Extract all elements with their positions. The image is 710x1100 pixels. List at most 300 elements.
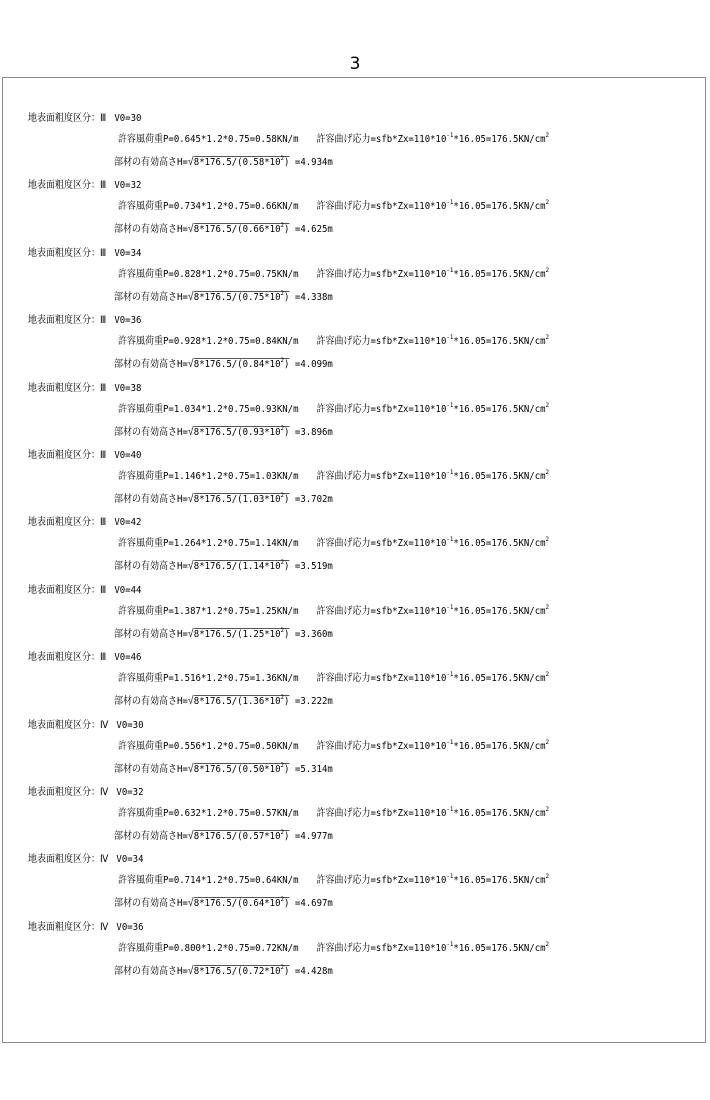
height-unit: m: [327, 965, 333, 977]
v0-value: 44: [130, 584, 142, 596]
v0-value: 36: [132, 921, 144, 933]
sqrt-icon: √: [187, 963, 194, 977]
radicand-load: 0.57: [242, 830, 265, 842]
effective-height-line: 部材の有効高さ$H=√8*176.5/(0.84*10^2) =4.099m$: [114, 356, 333, 371]
bending-result: *16.05=176.5KN/cm: [453, 403, 546, 415]
wind-factors: *1.2*0.75=: [200, 470, 256, 482]
wind-load-line: [118, 737, 550, 754]
roughness-header: [28, 382, 141, 396]
radicand-end: ): [284, 628, 290, 640]
calc-section: [0, 112, 710, 179]
roughness-header: [28, 719, 144, 733]
roughness-label: 地表面粗度区分：: [28, 449, 100, 461]
radicand: [193, 490, 290, 505]
velocity-pressure: 0.632: [173, 807, 201, 819]
wind-load-line: [118, 537, 549, 551]
v0-prefix: V0=: [114, 652, 131, 664]
calc-section: [0, 651, 710, 718]
calc-section: [0, 516, 710, 583]
radicand-start: 8*176.5/(: [193, 291, 243, 303]
height-value: 4.697: [300, 898, 328, 910]
radicand-load: 1.36: [242, 696, 265, 708]
sqrt-icon: √: [187, 694, 194, 708]
roughness-header: [28, 449, 141, 463]
roughness-label: 地表面粗度区分：: [28, 180, 100, 192]
radicand: [194, 897, 290, 909]
effective-height-line: 部材の有効高さ$H=√8*176.5/(0.93*10^2) =3.896m$: [114, 423, 333, 438]
effective-height-line: 部材の有効高さ$H=√8*176.5/(0.64*10^2) =4.697m$: [114, 895, 333, 910]
radicand-load: 0.66: [242, 224, 265, 236]
effective-height-line: 部材の有効高さ$H=√8*176.5/(1.36*10^2) =3.222m$: [114, 693, 333, 708]
radicand-start: 8*176.5/(: [193, 763, 243, 775]
height-label: 部材の有効高さH=: [114, 426, 188, 438]
radicand-end: ): [284, 696, 290, 708]
sqrt-icon: √: [187, 491, 194, 505]
effective-height-line: 部材の有効高さ$H=√8*176.5/(0.57*10^2) =4.977m$: [114, 827, 333, 842]
height-value: 4.977: [300, 830, 328, 842]
bending-label: 許容曲げ応力=sfb*Zx=110*10: [316, 201, 447, 213]
exponent-2: 2: [545, 737, 550, 746]
radicand-end: ): [284, 157, 290, 168]
radicand-start: 8*176.5/(: [193, 628, 243, 640]
wind-load-value: 1.36: [255, 673, 277, 685]
exponent-2: 2: [545, 804, 550, 813]
sqrt-icon: √: [187, 828, 194, 842]
radicand-end: ): [284, 426, 290, 438]
radicand: [194, 560, 290, 572]
roughness-label: 地表面粗度区分：: [28, 652, 100, 664]
roughness-header: [28, 921, 144, 935]
exponent-neg1: -1: [446, 535, 454, 544]
radicand-load: 1.25: [242, 628, 265, 640]
wind-load-value: 0.84: [255, 336, 277, 348]
wind-load-line: [118, 467, 550, 484]
wind-unit: KN/m: [276, 538, 299, 550]
wind-load-value: 0.66: [255, 201, 277, 213]
calc-section: [0, 921, 710, 988]
bending-result: *16.05=176.5KN/cm: [453, 134, 546, 145]
exponent-2: 2: [545, 467, 550, 476]
roughness-header: [28, 112, 141, 126]
roughness-category: Ⅳ: [100, 719, 109, 731]
height-label: 部材の有効高さH=: [114, 696, 188, 708]
roughness-label: 地表面粗度区分：: [28, 113, 100, 124]
effective-height-line: 部材の有効高さ$H=√8*176.5/(0.75*10^2) =4.338m$: [114, 288, 333, 303]
exponent-neg1: -1: [446, 804, 454, 813]
wind-unit: KN/m: [276, 605, 299, 617]
radicand-start: 8*176.5/(: [193, 830, 243, 842]
roughness-category: Ⅳ: [100, 921, 109, 933]
radicand-mid: *10: [264, 696, 281, 708]
radicand-start: 8*176.5/(: [193, 965, 243, 977]
bending-label: 許容曲げ応力=sfb*Zx=110*10: [316, 268, 447, 280]
roughness-header: [28, 179, 141, 193]
calc-section: [0, 449, 710, 516]
v0-value: 32: [132, 786, 144, 798]
radicand: [193, 625, 290, 640]
radicand-mid: *10: [264, 628, 281, 640]
bending-result: *16.05=176.5KN/cm: [453, 673, 546, 685]
effective-height-line: 部材の有効高さ$H=√8*176.5/(1.25*10^2) =3.360m$: [114, 625, 333, 640]
sqrt-icon: √: [187, 222, 194, 236]
radicand-mid: *10: [264, 830, 281, 842]
roughness-category: Ⅲ: [100, 517, 107, 529]
sqrt-icon: √: [187, 424, 194, 438]
velocity-pressure: 0.828: [173, 268, 201, 280]
radicand-load: 0.72: [242, 965, 265, 977]
wind-load-value: 0.58: [255, 134, 277, 145]
roughness-header: [28, 314, 141, 328]
height-value: 3.222: [300, 696, 328, 708]
wind-unit: KN/m: [276, 403, 299, 415]
radicand-end: ): [284, 493, 290, 505]
sqrt-icon: √: [187, 896, 194, 910]
wind-factors: *1.2*0.75=: [200, 538, 256, 550]
wind-load-line: [118, 335, 549, 349]
height-value: 4.625: [300, 224, 328, 236]
height-unit: m: [327, 224, 333, 236]
wind-label: 許容風荷重P=: [118, 201, 174, 213]
radicand-end: ): [284, 898, 290, 910]
wind-load-value: 0.93: [255, 403, 277, 415]
exponent-neg1: -1: [446, 670, 454, 679]
wind-load-line: [118, 400, 550, 417]
radicand-exponent: 2: [280, 962, 285, 971]
wind-unit: KN/m: [276, 201, 299, 213]
height-value: 4.099: [300, 359, 328, 371]
wind-load-line: [118, 265, 550, 282]
wind-load-value: 0.72: [255, 942, 277, 954]
effective-height-line: 部材の有効高さ$H=√8*176.5/(1.14*10^2) =3.519m$: [114, 558, 333, 573]
radicand-exponent: 2: [280, 154, 285, 162]
roughness-category: Ⅲ: [100, 584, 107, 596]
wind-label: 許容風荷重P=: [118, 134, 174, 145]
wind-label: 許容風荷重P=: [118, 807, 174, 819]
radicand-exponent: 2: [280, 356, 285, 365]
sqrt-icon: √: [187, 155, 194, 168]
bending-result: *16.05=176.5KN/cm: [453, 807, 546, 819]
wind-label: 許容風荷重P=: [118, 403, 174, 415]
wind-unit: KN/m: [276, 807, 299, 819]
calc-section: [0, 584, 710, 651]
sqrt-icon: √: [187, 761, 194, 775]
exponent-neg1: -1: [446, 939, 454, 948]
wind-factors: *1.2*0.75=: [200, 268, 256, 280]
height-unit: m: [327, 696, 333, 708]
wind-unit: KN/m: [276, 336, 299, 348]
v0-prefix: V0=: [114, 247, 131, 259]
bending-result: *16.05=176.5KN/cm: [453, 740, 546, 752]
radicand-mid: *10: [264, 291, 281, 303]
wind-label: 許容風荷重P=: [118, 942, 174, 954]
height-value: 3.360: [300, 628, 328, 640]
exponent-neg1: -1: [446, 400, 454, 409]
wind-factors: *1.2*0.75=: [200, 807, 256, 819]
roughness-category: Ⅲ: [100, 113, 107, 124]
exponent-2: 2: [545, 535, 550, 544]
height-label: 部材の有効高さH=: [114, 898, 188, 910]
height-label: 部材の有効高さH=: [114, 628, 188, 640]
height-unit: m: [327, 157, 333, 168]
bending-result: *16.05=176.5KN/cm: [453, 875, 546, 887]
wind-load-value: 0.64: [255, 875, 277, 887]
height-unit: m: [327, 359, 333, 371]
height-unit: m: [327, 426, 333, 438]
roughness-category: Ⅲ: [100, 449, 107, 461]
bending-label: 許容曲げ応力=sfb*Zx=110*10: [316, 875, 447, 887]
radicand-exponent: 2: [280, 895, 285, 904]
height-unit: m: [327, 493, 333, 505]
radicand-exponent: 2: [280, 221, 285, 230]
v0-prefix: V0=: [116, 786, 133, 798]
radicand: [194, 358, 290, 370]
bending-label: 許容曲げ応力=sfb*Zx=110*10: [316, 740, 447, 752]
calc-section: [0, 247, 710, 314]
wind-load-line: [118, 133, 549, 147]
roughness-category: Ⅲ: [100, 180, 107, 192]
roughness-label: 地表面粗度区分：: [28, 382, 100, 394]
v0-value: 34: [132, 854, 144, 866]
roughness-category: Ⅲ: [100, 652, 107, 664]
wind-load-value: 1.14: [255, 538, 277, 550]
radicand-exponent: 2: [280, 490, 285, 499]
wind-factors: *1.2*0.75=: [200, 740, 256, 752]
height-value: 3.702: [300, 493, 328, 505]
roughness-category: Ⅳ: [100, 786, 109, 798]
velocity-pressure: 1.387: [173, 605, 201, 617]
radicand-end: ): [284, 224, 290, 236]
v0-value: 32: [130, 180, 142, 192]
wind-unit: KN/m: [276, 134, 299, 145]
radicand: [194, 223, 290, 235]
v0-value: 34: [130, 247, 142, 259]
v0-value: 46: [130, 652, 142, 664]
wind-label: 許容風荷重P=: [118, 336, 174, 348]
bending-label: 許容曲げ応力=sfb*Zx=110*10: [316, 403, 447, 415]
height-unit: m: [327, 763, 333, 775]
height-value: 3.519: [300, 561, 328, 573]
v0-prefix: V0=: [116, 921, 133, 933]
velocity-pressure: 0.928: [173, 336, 201, 348]
radicand-end: ): [284, 965, 290, 977]
wind-factors: *1.2*0.75=: [200, 673, 256, 685]
calc-section: [0, 786, 710, 853]
radicand: [194, 695, 290, 707]
wind-load-value: 0.75: [255, 268, 277, 280]
exponent-2: 2: [545, 602, 550, 611]
effective-height-line: 部材の有効高さ$H=√8*176.5/(0.58*10^2) =4.934m$: [114, 154, 333, 168]
radicand: [194, 156, 290, 168]
bending-label: 許容曲げ応力=sfb*Zx=110*10: [316, 134, 447, 145]
v0-value: 40: [130, 449, 142, 461]
radicand-load: 0.64: [242, 898, 265, 910]
bending-label: 許容曲げ応力=sfb*Zx=110*10: [316, 336, 447, 348]
wind-label: 許容風荷重P=: [118, 470, 174, 482]
radicand-load: 0.93: [242, 426, 265, 438]
wind-unit: KN/m: [276, 740, 299, 752]
wind-label: 許容風荷重P=: [118, 875, 174, 887]
radicand-exponent: 2: [280, 423, 285, 432]
exponent-neg1: -1: [446, 333, 454, 342]
radicand-exponent: 2: [280, 827, 285, 836]
v0-value: 38: [130, 382, 142, 394]
radicand-load: 0.84: [242, 359, 265, 371]
height-label: 部材の有効高さH=: [114, 224, 188, 236]
radicand-exponent: 2: [280, 558, 285, 567]
roughness-label: 地表面粗度区分：: [28, 921, 100, 933]
bending-result: *16.05=176.5KN/cm: [453, 201, 546, 213]
roughness-category: Ⅲ: [100, 382, 107, 394]
wind-factors: *1.2*0.75=: [200, 875, 256, 887]
exponent-neg1: -1: [446, 131, 454, 139]
bending-label: 許容曲げ応力=sfb*Zx=110*10: [316, 807, 447, 819]
wind-label: 許容風荷重P=: [118, 605, 174, 617]
height-label: 部材の有効高さH=: [114, 493, 188, 505]
radicand: [193, 760, 290, 775]
velocity-pressure: 1.034: [173, 403, 201, 415]
sqrt-icon: √: [187, 559, 194, 573]
radicand-exponent: 2: [280, 625, 285, 634]
exponent-neg1: -1: [446, 265, 454, 274]
height-label: 部材の有効高さH=: [114, 965, 188, 977]
bending-result: *16.05=176.5KN/cm: [453, 538, 546, 550]
radicand-start: 8*176.5/(: [193, 426, 243, 438]
wind-factors: *1.2*0.75=: [200, 134, 256, 145]
bending-label: 許容曲げ応力=sfb*Zx=110*10: [316, 673, 447, 685]
v0-value: 30: [132, 719, 144, 731]
radicand-load: 1.14: [242, 561, 265, 573]
radicand-end: ): [284, 763, 290, 775]
roughness-category: Ⅳ: [100, 854, 109, 866]
roughness-header: [28, 247, 141, 261]
effective-height-line: 部材の有効高さ$H=√8*176.5/(0.50*10^2) =5.314m$: [114, 760, 333, 775]
height-label: 部材の有効高さH=: [114, 291, 188, 303]
height-value: 4.428: [300, 965, 328, 977]
radicand: [193, 288, 290, 303]
roughness-header: [28, 584, 141, 598]
radicand-end: ): [284, 291, 290, 303]
radicand-mid: *10: [264, 898, 281, 910]
v0-prefix: V0=: [114, 180, 131, 192]
roughness-header: [28, 516, 141, 530]
v0-prefix: V0=: [116, 719, 133, 731]
height-unit: m: [327, 898, 333, 910]
v0-prefix: V0=: [114, 113, 131, 124]
velocity-pressure: 0.734: [173, 201, 201, 213]
radicand-start: 8*176.5/(: [193, 224, 243, 236]
exponent-2: 2: [545, 198, 550, 207]
radicand-start: 8*176.5/(: [193, 359, 243, 371]
wind-factors: *1.2*0.75=: [200, 942, 256, 954]
radicand-mid: *10: [264, 157, 281, 168]
height-unit: m: [327, 291, 333, 303]
exponent-neg1: -1: [446, 737, 454, 746]
page-number: 3: [349, 54, 361, 74]
roughness-label: 地表面粗度区分：: [28, 786, 100, 798]
exponent-neg1: -1: [446, 872, 454, 881]
wind-load-line: [118, 874, 549, 888]
v0-prefix: V0=: [114, 584, 131, 596]
calc-section: [0, 179, 710, 246]
roughness-label: 地表面粗度区分：: [28, 584, 100, 596]
wind-label: 許容風荷重P=: [118, 538, 174, 550]
height-unit: m: [327, 561, 333, 573]
exponent-neg1: -1: [446, 602, 454, 611]
roughness-label: 地表面粗度区分：: [28, 247, 100, 259]
radicand-start: 8*176.5/(: [193, 898, 243, 910]
radicand-mid: *10: [264, 965, 281, 977]
wind-load-value: 0.57: [255, 807, 277, 819]
radicand-end: ): [284, 359, 290, 371]
wind-load-line: [118, 200, 549, 214]
effective-height-line: 部材の有効高さ$H=√8*176.5/(1.03*10^2) =3.702m$: [114, 490, 333, 505]
radicand-mid: *10: [264, 426, 281, 438]
radicand: [193, 962, 290, 977]
roughness-header: [28, 651, 141, 665]
velocity-pressure: 1.264: [173, 538, 201, 550]
velocity-pressure: 1.516: [173, 673, 201, 685]
v0-prefix: V0=: [114, 517, 131, 529]
wind-unit: KN/m: [276, 673, 299, 685]
velocity-pressure: 0.800: [173, 942, 201, 954]
radicand-start: 8*176.5/(: [193, 157, 243, 168]
calc-section: [0, 382, 710, 449]
exponent-2: 2: [545, 400, 550, 409]
sqrt-icon: √: [187, 289, 194, 303]
radicand: [193, 827, 290, 842]
radicand-mid: *10: [264, 493, 281, 505]
radicand-end: ): [284, 830, 290, 842]
wind-unit: KN/m: [276, 942, 299, 954]
wind-unit: KN/m: [276, 268, 299, 280]
radicand-start: 8*176.5/(: [193, 493, 243, 505]
wind-factors: *1.2*0.75=: [200, 605, 256, 617]
radicand-mid: *10: [264, 561, 281, 573]
roughness-header: [28, 853, 144, 867]
calc-section: [0, 314, 710, 381]
height-label: 部材の有効高さH=: [114, 763, 188, 775]
sqrt-icon: √: [187, 626, 194, 640]
roughness-category: Ⅲ: [100, 315, 107, 327]
v0-prefix: V0=: [114, 315, 131, 327]
roughness-label: 地表面粗度区分：: [28, 315, 100, 327]
bending-label: 許容曲げ応力=sfb*Zx=110*10: [316, 538, 447, 550]
radicand-load: 0.75: [242, 291, 265, 303]
wind-factors: *1.2*0.75=: [200, 403, 256, 415]
radicand-exponent: 2: [280, 760, 285, 769]
exponent-2: 2: [545, 939, 550, 948]
roughness-category: Ⅲ: [100, 247, 107, 259]
exponent-2: 2: [545, 131, 550, 139]
v0-value: 42: [130, 517, 142, 529]
wind-unit: KN/m: [276, 470, 299, 482]
exponent-2: 2: [545, 333, 550, 342]
radicand-mid: *10: [264, 763, 281, 775]
velocity-pressure: 0.714: [173, 875, 201, 887]
wind-unit: KN/m: [276, 875, 299, 887]
wind-label: 許容風荷重P=: [118, 268, 174, 280]
roughness-header: [28, 786, 144, 800]
wind-label: 許容風荷重P=: [118, 673, 174, 685]
height-value: 3.896: [300, 426, 328, 438]
height-label: 部材の有効高さH=: [114, 830, 188, 842]
wind-factors: *1.2*0.75=: [200, 336, 256, 348]
wind-factors: *1.2*0.75=: [200, 201, 256, 213]
v0-value: 30: [130, 113, 142, 124]
wind-load-line: [118, 672, 549, 686]
radicand-load: 0.58: [242, 157, 265, 168]
bending-result: *16.05=176.5KN/cm: [453, 470, 546, 482]
